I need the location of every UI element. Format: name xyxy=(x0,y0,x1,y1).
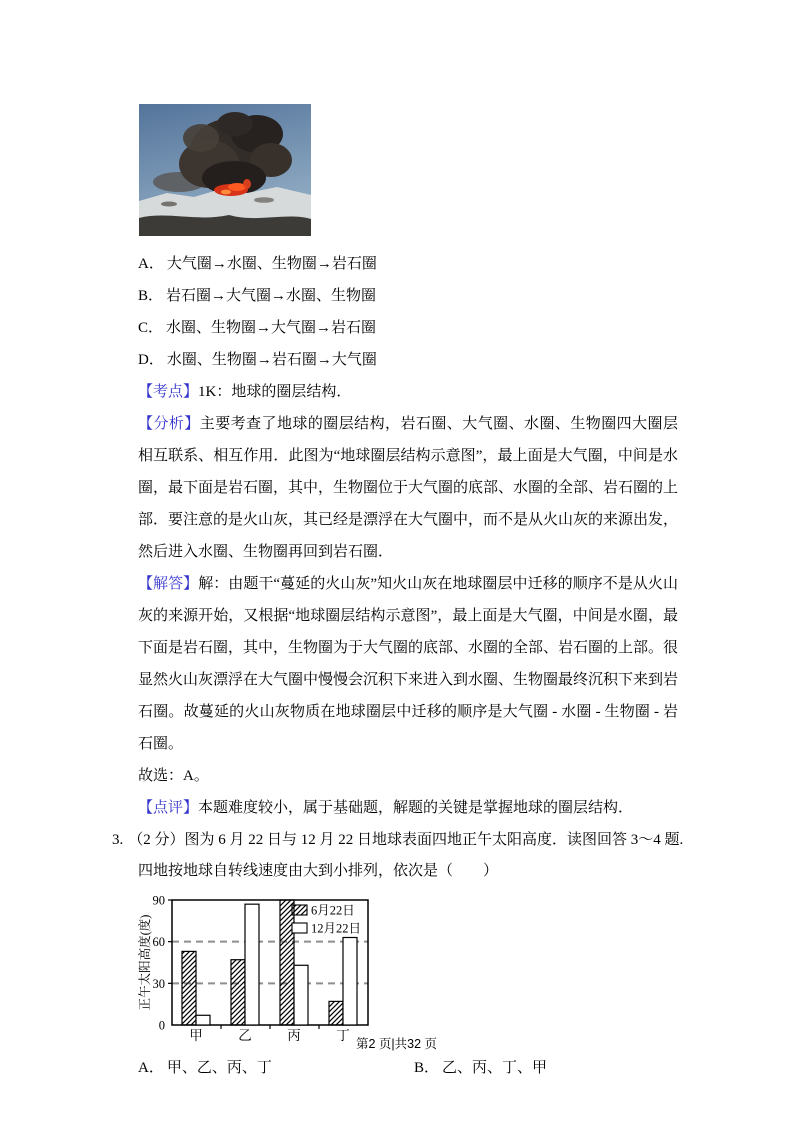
option-b-label: B． xyxy=(138,288,164,304)
fenxi-text: 主要考查了地球的圈层结构，岩石圈、大气圈、水圈、生物圈四大圈层相互联系、相互作用．此图为“地球圈层结构示意图”，最上面是大气圈，中间是水圈，最下面是岩石圈，其中，生物圈位于大气圈的底部、水圈的全部、岩石圈的上部．要注意的是火山灰，其已经是漂浮在大气圈中，而不是从火山灰的来源出发，然后进入水圈、生物圈再回到岩石圈． xyxy=(138,416,679,560)
svg-text:乙: 乙 xyxy=(238,1028,252,1043)
option-b xyxy=(138,280,676,312)
svg-text:6月22日: 6月22日 xyxy=(311,903,355,918)
option-d-text: 水圈、生物圈→岩石圈→大气圈 xyxy=(166,352,377,368)
fenxi-label: 【分析】 xyxy=(138,416,200,432)
answer-conclusion: 故选：A。 xyxy=(138,768,209,784)
jieda-label: 【解答】 xyxy=(138,576,199,592)
kaodian-text: 1K：地球的圈层结构． xyxy=(198,384,352,400)
svg-text:30: 30 xyxy=(152,976,165,991)
option-d-label: D． xyxy=(138,352,164,368)
q3-option-a-text: 甲、乙、丙、丁 xyxy=(166,1060,272,1076)
svg-text:丙: 丙 xyxy=(287,1028,301,1043)
option-a xyxy=(138,248,676,280)
kaodian-section xyxy=(138,376,678,408)
q3-option-a xyxy=(138,1052,414,1084)
volcano-photo-art xyxy=(139,104,311,236)
svg-text:12月22日: 12月22日 xyxy=(311,921,362,936)
svg-text:90: 90 xyxy=(152,893,165,908)
dianping-text: 本题难度较小，属于基础题，解题的关键是掌握地球的圈层结构． xyxy=(198,800,634,816)
option-d xyxy=(138,344,676,376)
option-a-text: 大气圈→水圈、生物圈→岩石圈 xyxy=(166,256,377,272)
page-footer: 第2 页|共32 页 xyxy=(355,1037,438,1051)
option-b-text: 岩石圈→大气圈→水圈、生物圈 xyxy=(166,288,377,304)
fenxi-section xyxy=(138,408,678,568)
q3-option-a-label: A． xyxy=(138,1060,164,1076)
sun-altitude-bar-chart xyxy=(136,890,676,1044)
q3-option-b xyxy=(414,1052,547,1084)
jieda-section xyxy=(138,568,678,760)
question3-substem: 四地按地球自转线速度由大到小排列，依次是（ ） xyxy=(138,863,499,879)
q3-option-b-text: 乙、丙、丁、甲 xyxy=(442,1060,548,1076)
option-c-label: C． xyxy=(138,320,164,336)
svg-text:60: 60 xyxy=(152,935,165,950)
volcano-eruption-photo xyxy=(139,104,311,236)
dianping-section xyxy=(138,792,678,824)
question2-options xyxy=(112,248,676,376)
svg-text:甲: 甲 xyxy=(189,1028,203,1043)
dianping-label: 【点评】 xyxy=(138,800,199,816)
option-c xyxy=(138,312,676,344)
svg-text:丁: 丁 xyxy=(336,1028,350,1043)
question3-options xyxy=(138,1052,676,1084)
question3-stem-text: （2 分）图为 6 月 22 日与 12 月 22 日地球表面四地正午太阳高度．读图回答 3～4 题. xyxy=(128,832,684,848)
kaodian-label: 【考点】 xyxy=(138,384,199,400)
svg-text:0: 0 xyxy=(158,1018,165,1033)
chart-svg xyxy=(136,890,382,1044)
question3-number: 3. xyxy=(112,832,124,848)
question3-stem xyxy=(112,824,684,856)
q3-option-b-label: B． xyxy=(414,1060,440,1076)
jieda-text: 解：由题干“蔓延的火山灰”知火山灰在地球圈层中迁移的顺序不是从火山灰的来源开始，又根据“地球圈层结构示意图”，最上面是大气圈，中间是水圈，最下面是岩石圈，其中，生物圈为于大气圈的底部、水圈的全部、岩石圈的上部。很显然火山灰漂浮在大气圈中慢慢会沉积下来进入到水圈、生物圈最终沉积下来到岩石圈。故蔓延的火山灰物质在地球圈层中迁移的顺序是大气圈 - 水圈 - 生物圈 - 岩石圈。 xyxy=(138,576,679,752)
option-a-label: A． xyxy=(138,256,164,272)
page-content xyxy=(112,104,684,1084)
option-c-text: 水圈、生物圈→大气圈→岩石圈 xyxy=(166,320,377,336)
svg-text:正午太阳高度(度): 正午太阳高度(度) xyxy=(138,914,152,1011)
